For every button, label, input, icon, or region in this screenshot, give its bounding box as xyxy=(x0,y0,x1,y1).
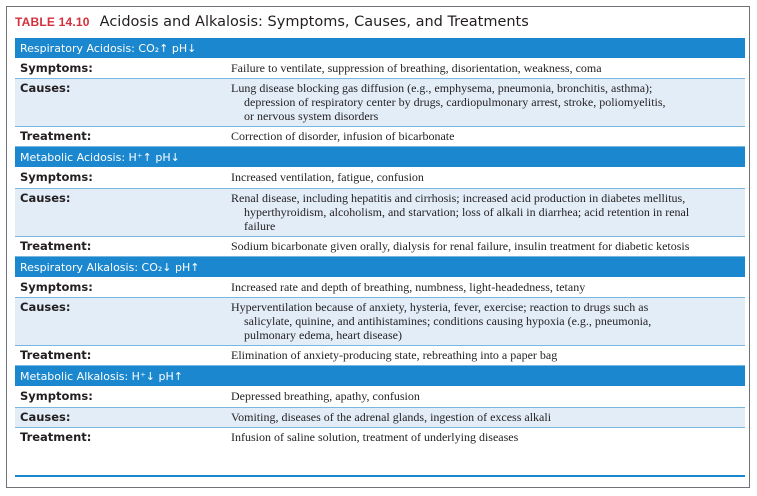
row-value-line: Correction of disorder, infusion of bicarbonate xyxy=(231,129,455,143)
table-row xyxy=(15,79,745,127)
row-value-line: Hyperventilation because of anxiety, hysteria, fever, exercise; reaction to drugs such as xyxy=(231,300,649,314)
row-label: Treatment: xyxy=(20,129,92,143)
row-label: Causes: xyxy=(20,81,71,95)
row-value xyxy=(231,79,745,126)
table-title xyxy=(15,10,529,34)
row-value xyxy=(231,278,745,297)
row-value-line: Infusion of saline solution, treatment of underlying diseases xyxy=(231,430,519,444)
row-value xyxy=(231,428,745,447)
row-value-line: Lung disease blocking gas diffusion (e.g., emphysema, pneumonia, bronchitis, asthma); xyxy=(231,81,653,95)
row-value-line: pulmonary edema, heart disease) xyxy=(244,328,402,342)
row-value-line: Vomiting, diseases of the adrenal glands, ingestion of excess alkali xyxy=(231,410,552,424)
table-row xyxy=(15,189,745,237)
row-label: Causes: xyxy=(20,191,71,205)
row-value-line: Failure to ventilate, suppression of breathing, disorientation, weakness, coma xyxy=(231,61,602,75)
table-row xyxy=(15,346,745,366)
table-title-text: Acidosis and Alkalosis: Symptoms, Causes, and Treatments xyxy=(99,14,529,30)
row-value-line: failure xyxy=(244,219,276,233)
row-value-line: Renal disease, including hepatitis and cirrhosis; increased acid production in diabetes mellitus, xyxy=(231,191,686,205)
row-value-line: or nervous system disorders xyxy=(244,109,379,123)
row-value xyxy=(231,168,745,187)
table-row xyxy=(15,237,745,257)
table-row xyxy=(15,278,745,298)
row-value xyxy=(231,237,745,256)
row-value xyxy=(231,346,745,365)
table-row xyxy=(15,298,745,346)
section-header-metabolic-alkalosis: Metabolic Alkalosis: H⁺↓ pH↑ xyxy=(15,366,745,387)
row-value-line: depression of respiratory center by drugs, cardiopulmonary arrest, stroke, poliomyelitis, xyxy=(244,95,666,109)
row-label: Causes: xyxy=(20,300,71,314)
table-bottom-rule xyxy=(15,475,745,477)
row-value xyxy=(231,59,745,78)
section-header-metabolic-acidosis: Metabolic Acidosis: H⁺↑ pH↓ xyxy=(15,147,745,168)
row-value xyxy=(231,189,745,236)
row-label: Symptoms: xyxy=(20,61,93,75)
row-value xyxy=(231,298,745,345)
table-row xyxy=(15,408,745,428)
row-value-line: Increased ventilation, fatigue, confusion xyxy=(231,170,424,184)
table-row xyxy=(15,387,745,408)
row-value-line: Increased rate and depth of breathing, numbness, light-headedness, tetany xyxy=(231,280,586,294)
section-header-respiratory-alkalosis: Respiratory Alkalosis: CO₂↓ pH↑ xyxy=(15,257,745,278)
table-number: TABLE 14.10 xyxy=(15,15,90,29)
table-row xyxy=(15,168,745,189)
row-label: Treatment: xyxy=(20,348,92,362)
row-value xyxy=(231,387,745,406)
row-label: Treatment: xyxy=(20,239,92,253)
table-row xyxy=(15,59,745,79)
row-value-line: salicylate, quinine, and antihistamines; conditions causing hypoxia (e.g., pneumonia, xyxy=(244,314,652,328)
row-value-line: Elimination of anxiety-producing state, rebreathing into a paper bag xyxy=(231,348,558,362)
section-header-respiratory-acidosis: Respiratory Acidosis: CO₂↑ pH↓ xyxy=(15,38,745,59)
table-row xyxy=(15,127,745,147)
row-label: Causes: xyxy=(20,410,71,424)
row-label: Symptoms: xyxy=(20,389,93,403)
row-label: Symptoms: xyxy=(20,280,93,294)
row-value xyxy=(231,408,745,427)
row-label: Treatment: xyxy=(20,430,92,444)
table-row xyxy=(15,428,745,447)
row-value-line: Sodium bicarbonate given orally, dialysis for renal failure, insulin treatment for diabetic ketosis xyxy=(231,239,690,253)
row-value-line: hyperthyroidism, alcoholism, and starvation; loss of alkali in diarrhea; acid retention in renal xyxy=(244,205,690,219)
row-label: Symptoms: xyxy=(20,170,93,184)
acid-base-table xyxy=(15,38,745,447)
row-value xyxy=(231,127,745,146)
row-value-line: Depressed breathing, apathy, confusion xyxy=(231,389,420,403)
